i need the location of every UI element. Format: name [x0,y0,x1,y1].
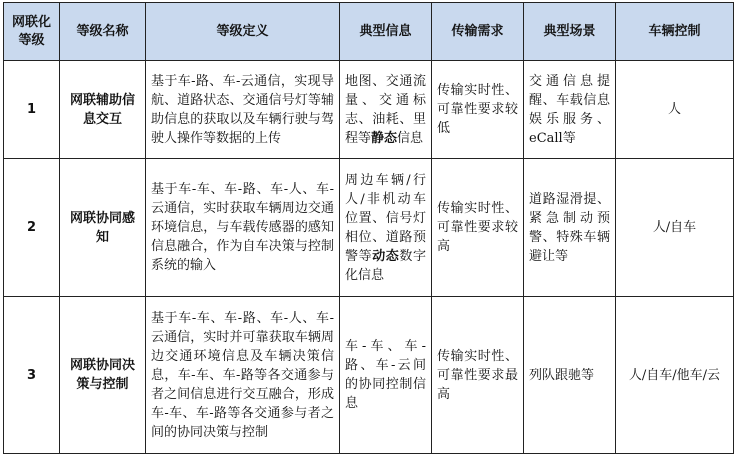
name-cell: 网联辅助信息交互 [60,61,146,159]
header-level: 网联化等级 [4,3,60,61]
info-highlight: 动态 [372,248,400,264]
info-cell [340,297,432,454]
header-transmission: 传输需求 [432,3,524,61]
transmission-cell: 传输实时性、可靠性要求最高 [432,297,524,454]
network-level-table [3,2,734,454]
level-cell: 1 [4,61,60,159]
header-row [4,3,734,61]
table-row [4,159,734,297]
level-cell: 3 [4,297,60,454]
info-cell [340,159,432,297]
transmission-cell: 传输实时性、可靠性要求较低 [432,61,524,159]
control-cell: 人 [616,61,734,159]
header-control: 车辆控制 [616,3,734,61]
scenario-cell: 道路湿滑提、紧急制动预警、特殊车辆避让等 [524,159,616,297]
header-info: 典型信息 [340,3,432,61]
header-scenario: 典型场景 [524,3,616,61]
scenario-cell: 交通信息提醒、车载信息娱乐服务、eCall等 [524,61,616,159]
header-name: 等级名称 [60,3,146,61]
definition-cell: 基于车-车、车-路、车-人、车-云通信，实时获取车辆周边交通环境信息，与车载传感器的感知信息融合，作为自车决策与控制系统的输入 [146,159,340,297]
info-text: 周边车辆/行人/非机动车位置、信号灯相位、道路预警等 [345,172,426,264]
transmission-cell: 传输实时性、可靠性要求较高 [432,159,524,297]
info-cell [340,61,432,159]
table-row [4,61,734,159]
info-text: 地图、交通流量、交通标志、油耗、里程等 [345,73,426,146]
level-cell: 2 [4,159,60,297]
info-suffix: 信息 [397,130,424,146]
table-row [4,297,734,454]
definition-cell: 基于车-车、车-路、车-人、车-云通信，实时并可靠获取车辆周边交通环境信息及车辆决策信息，车-车、车-路等各交通参与者之间信息进行交互融合，形成车-车、车-路等各交通参与者之间的协同决策与控制 [146,297,340,454]
info-highlight: 静态 [371,130,398,146]
info-suffix: 数字化信息 [345,248,426,283]
control-cell: 人/自车 [616,159,734,297]
info-text: 车-车、车-路、车-云间的协同控制信息 [345,339,426,411]
name-cell: 网联协同感知 [60,159,146,297]
header-definition: 等级定义 [146,3,340,61]
name-cell: 网联协同决策与控制 [60,297,146,454]
control-cell: 人/自车/他车/云 [616,297,734,454]
definition-cell: 基于车-路、车-云通信，实现导航、道路状态、交通信号灯等辅助信息的获取以及车辆行驶与驾驶人操作等数据的上传 [146,61,340,159]
scenario-cell: 列队跟驰等 [524,297,616,454]
